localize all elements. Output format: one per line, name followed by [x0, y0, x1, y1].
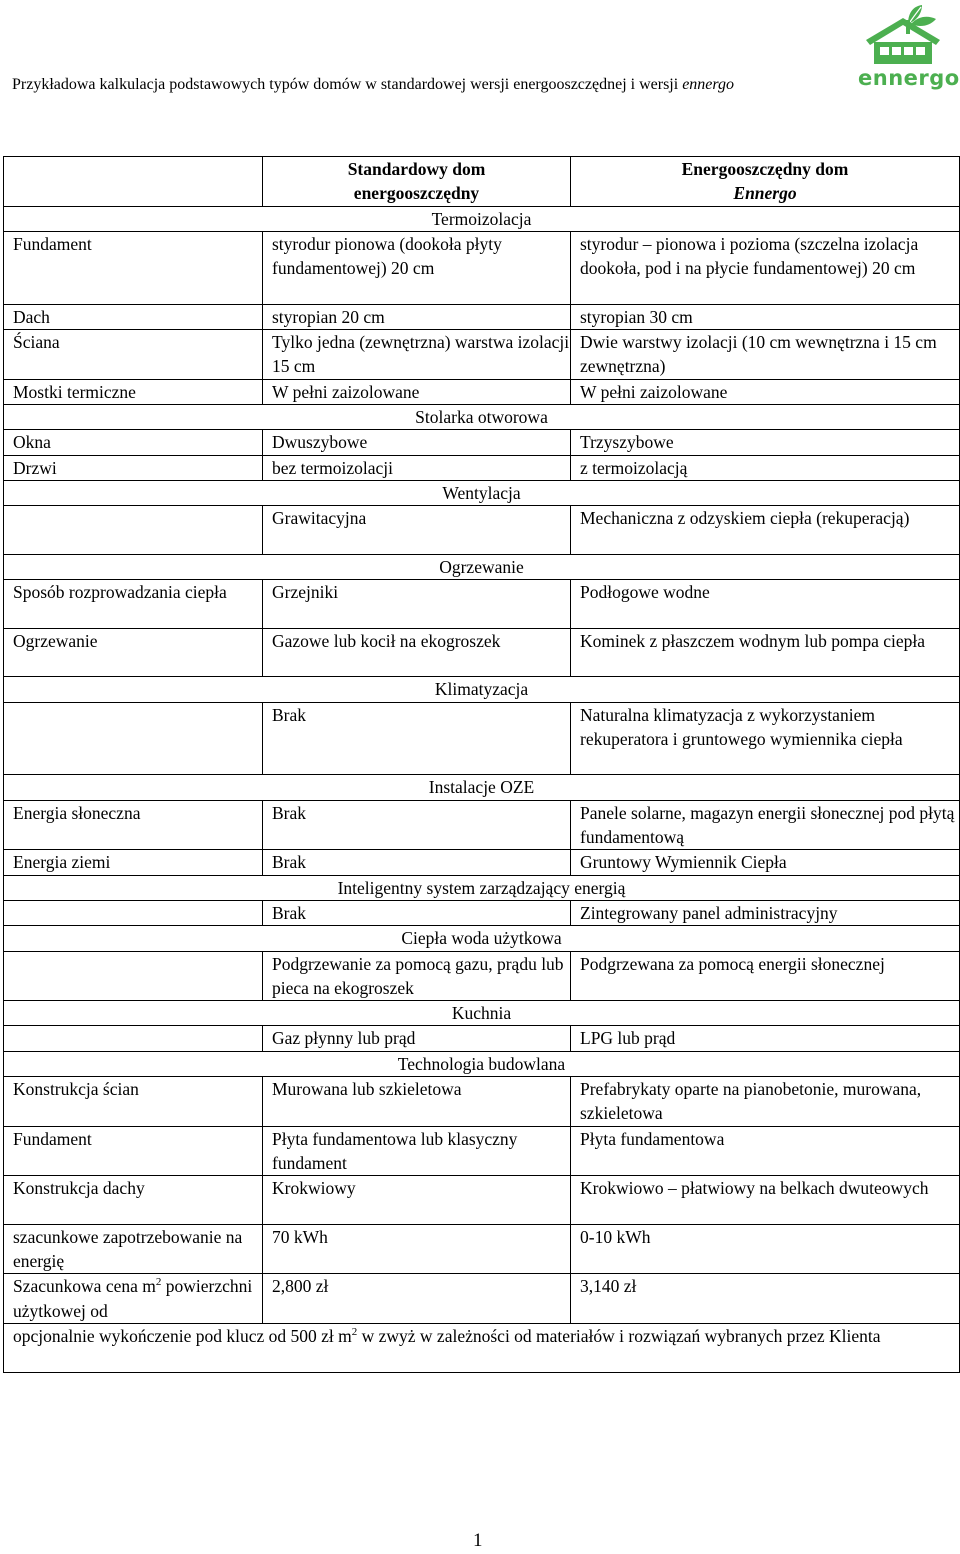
footer-after: w zwyż w zależności od materiałów i rozwiązań wybranych przez Klienta	[357, 1325, 881, 1346]
energo-value: 0-10 kWh	[571, 1224, 960, 1274]
standard-value: 70 kWh	[263, 1224, 571, 1274]
ennergo-logo	[858, 2, 960, 94]
section-row	[4, 480, 960, 505]
section-heading: Kuchnia	[4, 1001, 960, 1026]
row-label: Okna	[4, 430, 263, 455]
row-label: Ściana	[4, 330, 263, 380]
row-label: Mostki termiczne	[4, 379, 263, 404]
table-row	[4, 1224, 960, 1274]
energo-price: 3,140 zł	[571, 1274, 960, 1324]
row-label	[4, 951, 263, 1001]
column-header-energo-line2: Ennergo	[733, 183, 797, 204]
row-label: Energia ziemi	[4, 850, 263, 875]
footer-note	[4, 1323, 960, 1372]
section-row	[4, 875, 960, 900]
energo-value: Gruntowy Wymiennik Ciepła	[571, 850, 960, 875]
logo-wordmark: ennergo	[858, 66, 960, 90]
row-label	[4, 702, 263, 775]
section-heading: Ogrzewanie	[4, 554, 960, 579]
table-row	[4, 330, 960, 380]
section-row	[4, 404, 960, 429]
page-header	[12, 76, 734, 94]
energo-value: Dwie warstwy izolacji (10 cm wewnętrzna i 15 cm zewnętrzna)	[571, 330, 960, 380]
section-heading: Technologia budowlana	[4, 1051, 960, 1076]
standard-value: Podgrzewanie za pomocą gazu, prądu lub pieca na ekogroszek	[263, 951, 571, 1001]
row-label	[4, 506, 263, 555]
table-row	[4, 506, 960, 555]
header-brand: ennergo	[682, 76, 735, 93]
standard-value: Krokwiowy	[263, 1176, 571, 1225]
standard-value: W pełni zaizolowane	[263, 379, 571, 404]
table-row	[4, 1076, 960, 1126]
energo-value: LPG lub prąd	[571, 1026, 960, 1051]
table-row	[4, 1026, 960, 1051]
energo-value: styrodur – pionowa i pozioma (szczelna izolacja dookoła, pod i na płycie fundamentowej) 20 cm	[571, 231, 960, 304]
standard-value: Płyta fundamentowa lub klasyczny fundament	[263, 1126, 571, 1176]
standard-value: Brak	[263, 800, 571, 850]
energo-value: W pełni zaizolowane	[571, 379, 960, 404]
standard-value: Gaz płynny lub prąd	[263, 1026, 571, 1051]
footer-sup: 2	[351, 1325, 358, 1338]
table-row	[4, 379, 960, 404]
column-header-standard	[263, 157, 571, 207]
price-label-after: powierzchni użytkowej od	[13, 1276, 253, 1321]
standard-price: 2,800 zł	[263, 1274, 571, 1324]
section-row	[4, 554, 960, 579]
energo-value: Prefabrykaty oparte na pianobetonie, murowana, szkieletowa	[571, 1076, 960, 1126]
row-label: Drzwi	[4, 455, 263, 480]
standard-value: styrodur pionowa (dookoła płyty fundamentowej) 20 cm	[263, 231, 571, 304]
energo-value: Naturalna klimatyzacja z wykorzystaniem rekuperatora i gruntowego wymiennika ciepła	[571, 702, 960, 775]
section-row	[4, 206, 960, 231]
header-text: Przykładowa kalkulacja podstawowych typów domów w standardowej wersji energooszczędnej i wersji	[12, 76, 679, 93]
table-row	[4, 800, 960, 850]
row-label: szacunkowe zapotrzebowanie na energię	[4, 1224, 263, 1274]
row-label: Dach	[4, 304, 263, 329]
row-label: Konstrukcja dachy	[4, 1176, 263, 1225]
section-row	[4, 775, 960, 800]
price-label-before: Szacunkowa cena m	[13, 1276, 156, 1297]
table-row	[4, 702, 960, 775]
row-label: Fundament	[4, 231, 263, 304]
table-row	[4, 951, 960, 1001]
standard-value: Brak	[263, 702, 571, 775]
section-row	[4, 1001, 960, 1026]
page-number: 1	[473, 1530, 483, 1551]
table-row	[4, 1176, 960, 1225]
column-header-standard-line1: Standardowy dom	[347, 159, 486, 179]
row-label: Ogrzewanie	[4, 628, 263, 677]
standard-value: styropian 20 cm	[263, 304, 571, 329]
column-header-standard-line2: energooszczędny	[353, 183, 480, 204]
standard-value: bez termoizolacji	[263, 455, 571, 480]
energo-value: z termoizolacją	[571, 455, 960, 480]
table-header-row	[4, 157, 960, 207]
column-header-energo-line1: Energooszczędny dom	[681, 159, 849, 179]
energo-value: Płyta fundamentowa	[571, 1126, 960, 1176]
row-label: Konstrukcja ścian	[4, 1076, 263, 1126]
table-row	[4, 455, 960, 480]
price-label	[4, 1274, 263, 1324]
energo-value: Mechaniczna z odzyskiem ciepła (rekuperacją)	[571, 506, 960, 555]
energo-value: styropian 30 cm	[571, 304, 960, 329]
table-row	[4, 1126, 960, 1176]
section-heading: Termoizolacja	[4, 206, 960, 231]
table-row	[4, 304, 960, 329]
table-row	[4, 900, 960, 925]
row-label: Fundament	[4, 1126, 263, 1176]
energo-value: Podgrzewana za pomocą energii słonecznej	[571, 951, 960, 1001]
row-label	[4, 900, 263, 925]
table-row	[4, 628, 960, 677]
header-empty-cell	[4, 157, 263, 207]
standard-value: Dwuszybowe	[263, 430, 571, 455]
comparison-table	[3, 156, 960, 1373]
standard-value: Tylko jedna (zewnętrzna) warstwa izolacji 15 cm	[263, 330, 571, 380]
section-heading: Klimatyzacja	[4, 677, 960, 702]
energo-value: Panele solarne, magazyn energii słonecznej pod płytą fundamentową	[571, 800, 960, 850]
section-heading: Instalacje OZE	[4, 775, 960, 800]
price-label-sup: 2	[155, 1276, 162, 1289]
table-row	[4, 850, 960, 875]
table-row	[4, 430, 960, 455]
row-label: Energia słoneczna	[4, 800, 263, 850]
table-row	[4, 580, 960, 629]
house-leaf-icon	[858, 2, 948, 66]
energo-value: Kominek z płaszczem wodnym lub pompa ciepła	[571, 628, 960, 677]
column-header-energo	[571, 157, 960, 207]
section-heading: Stolarka otworowa	[4, 404, 960, 429]
price-row	[4, 1274, 960, 1324]
energo-value: Trzyszybowe	[571, 430, 960, 455]
footer-row	[4, 1323, 960, 1372]
section-row	[4, 677, 960, 702]
section-heading: Ciepła woda użytkowa	[4, 926, 960, 951]
section-row	[4, 926, 960, 951]
standard-value: Murowana lub szkieletowa	[263, 1076, 571, 1126]
section-heading: Inteligentny system zarządzający energią	[4, 875, 960, 900]
standard-value: Grzejniki	[263, 580, 571, 629]
energo-value: Podłogowe wodne	[571, 580, 960, 629]
standard-value: Brak	[263, 850, 571, 875]
row-label: Sposób rozprowadzania ciepła	[4, 580, 263, 629]
energo-value: Zintegrowany panel administracyjny	[571, 900, 960, 925]
energo-value: Krokwiowo – płatwiowy na belkach dwuteowych	[571, 1176, 960, 1225]
standard-value: Gazowe lub kocił na ekogroszek	[263, 628, 571, 677]
footer-before: opcjonalnie wykończenie pod klucz od 500 zł m	[13, 1325, 352, 1346]
standard-value: Grawitacyjna	[263, 506, 571, 555]
section-row	[4, 1051, 960, 1076]
section-heading: Wentylacja	[4, 480, 960, 505]
row-label	[4, 1026, 263, 1051]
table-row	[4, 231, 960, 304]
standard-value: Brak	[263, 900, 571, 925]
